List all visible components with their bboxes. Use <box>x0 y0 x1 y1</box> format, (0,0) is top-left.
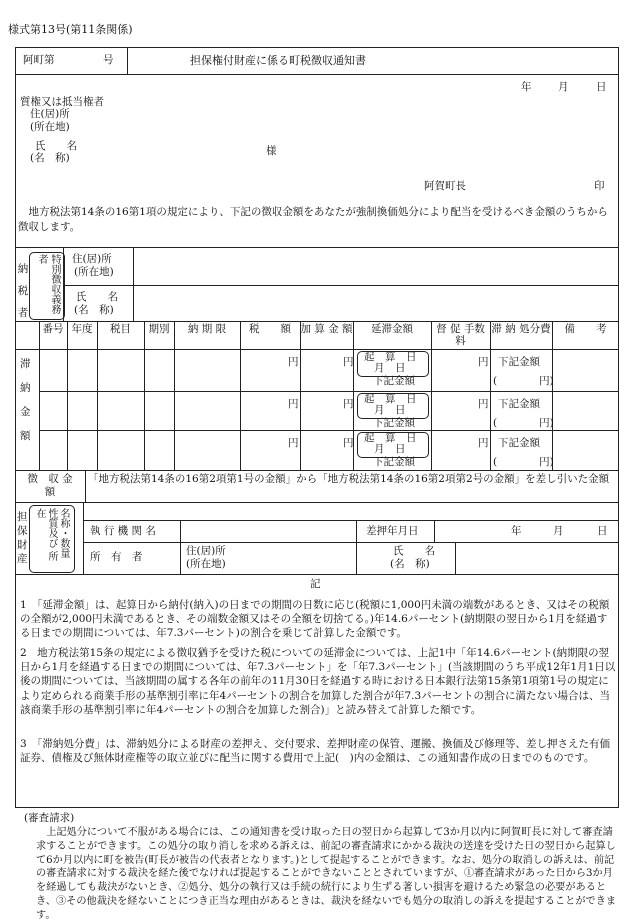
taxpayer-name: 氏 名 <box>76 291 118 303</box>
note-3: 3 「滞納処分費」は、滞納処分による財産の差押え、交付要求、差押財産の保管、運搬、換価及び修理等、差し押さえた有価証券、債権及び無体財産権等の取立並びに配当に関する費用で上記( )内の金額は、この通知書作成の日までのものです。 <box>20 738 611 765</box>
additional-amount-yen-1: 円 <box>343 356 354 368</box>
additional-amount-yen-2: 円 <box>343 398 354 410</box>
owner-name-alt: (名 称) <box>390 558 430 570</box>
note-2: 2 地方税法第15条の規定による徴収猶予を受けた税についての延滞金については、上記1中「年14.6パーセント(納期限の翌日から1月を経過する日までの期間については、年7.3パーセント」を「年7.3パーセント」(当該期間のうち平成12年1月1日以後の期間については、当該期間の属する各年の前年の11月30日を経過する時における日本銀行法第15条第1項第1号の規定により定められる商業手形の基準割引率に年4パーセントの割合を加算した割合が年7.3パーセントの割合に満たない場合は、当該商業手形の基準割引率に年4パーセントの割合を加算した割合)」と読み替えて計算した額です。 <box>20 647 616 716</box>
date-month: 月 <box>558 81 569 93</box>
header-disposal-cost: 滞 納 処分費 <box>491 323 551 335</box>
header-tax-item: 税目 <box>110 323 131 335</box>
special-collector-label: 特別徴収義務者 <box>36 254 60 314</box>
late-fee-date-3: 月 日 <box>374 443 406 455</box>
header-late-fee: 延滞金額 <box>371 323 413 335</box>
owner-name: 氏 名 <box>393 545 435 557</box>
header-tax-amount: 税 額 <box>249 323 291 335</box>
arrears-section-label: 滞納金額 <box>20 358 31 442</box>
review-body: 上記処分について不服がある場合には、この通知書を受け取った日の翌日から起算して3か月以内に阿賀町長に対して審査請求することができます。この処分の取り消しを求める訴えは、前記の審査請求にかかる裁決の送達を受けた日の翌日から起算して6か月以内に町を被告(町長が被告の代表者となります。)として提起することができます。なお、処分の取消しの訴えは、前記の審査請求に対する裁決を経た後でなければ提起することができないこととされていますが、①審査請求があった日から3か月を経過しても裁決がないとき、②処分、処分の執行又は手続の続行により生ずる著しい損害を避けるため緊急の必要があるとき、③その他裁決を経ないことにつき正当な理由があるときは、裁決を経ないでも処分の取消しの訴えを提起することができます。 <box>36 827 617 921</box>
header-remarks: 備 考 <box>564 323 607 335</box>
header-demand-fee: 督 促 手数料 <box>436 323 485 347</box>
tax-amount-yen-3: 円 <box>288 437 299 449</box>
issuer-seal: 印 <box>594 180 605 192</box>
collateral-sub-label: 名称・数量 性質及び 所在 <box>34 508 69 562</box>
addressee-address: 住(居)所 <box>30 108 70 120</box>
demand-fee-yen-2: 円 <box>478 398 489 410</box>
tax-amount-yen-1: 円 <box>288 356 299 368</box>
disposal-paren-2: ( 円) <box>493 417 554 429</box>
date-day: 日 <box>596 81 607 93</box>
taxpayer-address: 住(居)所 <box>72 253 112 265</box>
addressee-role: 質権又は抵当権者 <box>20 96 104 108</box>
taxpayer-label: 納税者 <box>17 263 29 319</box>
enforcement-agency-label: 執 行 機 関 名 <box>90 525 156 537</box>
additional-amount-yen-3: 円 <box>343 437 354 449</box>
late-fee-bracket-1 <box>357 351 429 377</box>
form-number: 様式第13号(第11条関係) <box>8 23 133 36</box>
notice-number-suffix: 号 <box>103 54 114 66</box>
header-year: 年度 <box>71 323 93 335</box>
addressee-address-alt: (所在地) <box>30 121 70 133</box>
seizure-month: 月 <box>553 525 564 537</box>
collateral-label: 担保財産 <box>17 511 28 565</box>
disposal-paren-1: ( 円) <box>493 375 554 387</box>
demand-fee-yen-3: 円 <box>478 437 489 449</box>
ki-heading: 記 <box>310 578 321 590</box>
notice-number-prefix: 阿町第 <box>23 54 55 66</box>
date-year: 年 <box>521 81 532 93</box>
disposal-below-3: 下記金額 <box>498 437 540 449</box>
taxpayer-name-alt: (名 称) <box>74 304 114 316</box>
seizure-year: 年 <box>511 525 522 537</box>
header-period: 期別 <box>148 323 170 335</box>
intro-paragraph: 地方税法第14条の16第1項の規定により、下記の徴収金額をあなたが強制換価処分により配当を受けるべき金額のうちから徴収します。 <box>18 206 608 233</box>
late-fee-below-3: 下記金額 <box>373 456 415 468</box>
late-fee-start-label-2: 起 算 日 <box>364 393 417 405</box>
seizure-day: 日 <box>597 525 608 537</box>
owner-address-alt: (所在地) <box>186 558 226 570</box>
late-fee-start-label-3: 起 算 日 <box>364 432 417 444</box>
addressee-name: 氏 名 <box>35 140 77 152</box>
review-title: (審査請求) <box>24 812 75 824</box>
late-fee-below-2: 下記金額 <box>373 417 415 429</box>
late-fee-date-2: 月 日 <box>374 404 406 416</box>
header-due-date: 納 期 限 <box>187 323 227 335</box>
demand-fee-yen-1: 円 <box>478 356 489 368</box>
owner-address: 住(居)所 <box>186 545 226 557</box>
tax-amount-yen-2: 円 <box>288 398 299 410</box>
honorific: 様 <box>266 145 277 157</box>
addressee-name-alt: (名 称) <box>30 152 70 164</box>
seizure-date-label: 差押年月日 <box>366 525 419 537</box>
owner-label: 所 有 者 <box>90 551 143 563</box>
late-fee-start-label-1: 起 算 日 <box>364 351 417 363</box>
collection-amount-text: 「地方税法第14条の16第2項第1号の金額」から「地方税法第14条の16第2項第2号の金額」を差し引いた金額 <box>88 473 610 485</box>
note-1: 1 「延滞金額」は、起算日から納付(納入)の日までの期間の日数に応じ(税額に1,000円未満の端数があるとき、又はその税額の全額が2,000円未満であるとき、その端数金額又はその全額を切捨てる。)年14.6パーセント(納期限の翌日から1月を経過する日までの期間については、年7.3パーセント)の割合を乗じて計算した金額です。 <box>20 599 610 640</box>
disposal-below-1: 下記金額 <box>498 356 540 368</box>
issuer-name: 阿賀町長 <box>424 180 466 192</box>
late-fee-below-1: 下記金額 <box>373 375 415 387</box>
collection-amount-label: 徴 収 金 額 <box>27 473 84 498</box>
taxpayer-address-alt: (所在地) <box>74 266 114 278</box>
disposal-paren-3: ( 円) <box>493 456 554 468</box>
header-additional-amount: 加 算 金 額 <box>300 323 353 335</box>
disposal-below-2: 下記金額 <box>498 398 540 410</box>
late-fee-date-1: 月 日 <box>374 362 406 374</box>
late-fee-bracket-2 <box>357 393 429 419</box>
header-number: 番号 <box>42 323 64 335</box>
late-fee-bracket-3 <box>357 432 429 458</box>
document-title: 担保権付財産に係る町税徴収通知書 <box>190 54 366 67</box>
